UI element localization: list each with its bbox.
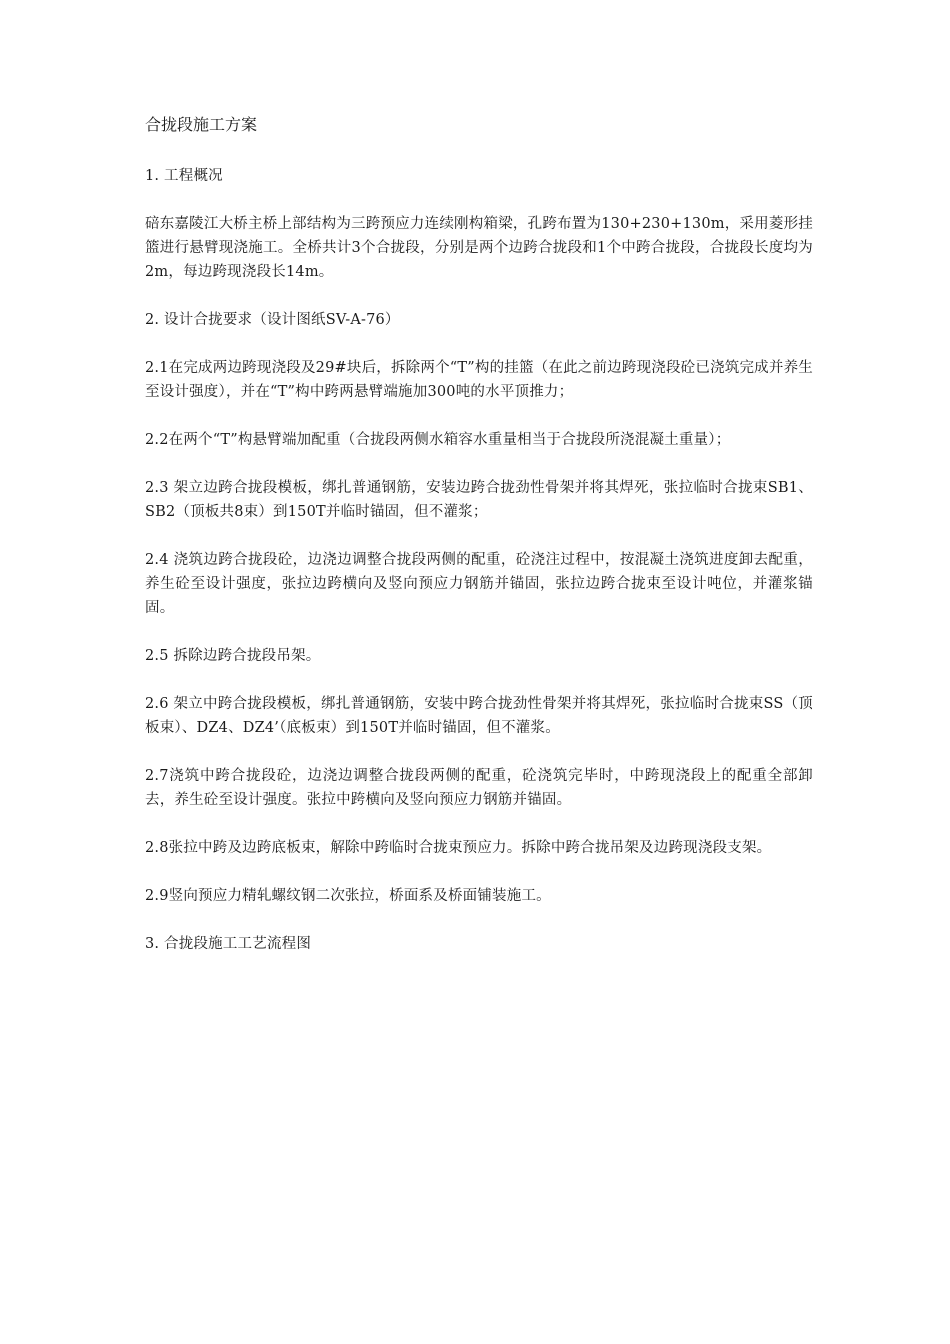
requirement-item-2-2: 2.2在两个“T”构悬臂端加配重（合拢段两侧水箱容水重量相当于合拢段所浇混凝土重量）；	[145, 432, 731, 448]
section-heading-process-flowchart: 3. 合拢段施工工艺流程图	[145, 936, 312, 952]
overview-paragraph: 碚东嘉陵江大桥主桥上部结构为三跨预应力连续刚构箱梁，孔跨布置为130+230+130m，采用菱形挂篮进行悬臂现浇施工。全桥共计3个合拢段，分别是两个边跨合拢段和1个中跨合拢段，合拢段长度均为2m，每边跨现浇段长14m。	[145, 216, 813, 280]
requirement-item-2-3: 2.3 架立边跨合拢段模板，绑扎普通钢筋，安装边跨合拢劲性骨架并将其焊死，张拉临时合拢束SB1、SB2（顶板共8束）到150T并临时锚固，但不灌浆；	[145, 480, 813, 520]
requirement-item-2-8: 2.8张拉中跨及边跨底板束，解除中跨临时合拢束预应力。拆除中跨合拢吊架及边跨现浇段支架。	[145, 840, 772, 856]
requirement-item-2-1: 2.1在完成两边跨现浇段及29#块后，拆除两个“T”构的挂篮（在此之前边跨现浇段砼已浇筑完成并养生至设计强度），并在“T”构中跨两悬臂端施加300吨的水平顶推力；	[145, 360, 813, 400]
document-page	[145, 112, 813, 980]
section-heading-overview: 1. 工程概况	[145, 168, 223, 184]
requirement-item-2-4: 2.4 浇筑边跨合拢段砼，边浇边调整合拢段两侧的配重，砼浇注过程中，按混凝土浇筑进度卸去配重，养生砼至设计强度，张拉边跨横向及竖向预应力钢筋并锚固，张拉边跨合拢束至设计吨位，并灌浆锚固。	[145, 552, 813, 616]
requirement-item-2-6: 2.6 架立中跨合拢段模板，绑扎普通钢筋，安装中跨合拢劲性骨架并将其焊死，张拉临时合拢束SS（顶板束）、DZ4、DZ4’（底板束）到150T并临时锚固，但不灌浆。	[145, 696, 813, 736]
document-title: 合拢段施工方案	[145, 115, 258, 134]
section-heading-design-requirements: 2. 设计合拢要求（设计图纸SV-A-76）	[145, 312, 400, 328]
requirement-item-2-7: 2.7浇筑中跨合拢段砼，边浇边调整合拢段两侧的配重，砼浇筑完毕时，中跨现浇段上的配重全部卸去，养生砼至设计强度。张拉中跨横向及竖向预应力钢筋并锚固。	[145, 768, 813, 808]
requirement-item-2-5: 2.5 拆除边跨合拢段吊架。	[145, 648, 321, 664]
requirement-item-2-9: 2.9竖向预应力精轧螺纹钢二次张拉，桥面系及桥面铺装施工。	[145, 888, 551, 904]
